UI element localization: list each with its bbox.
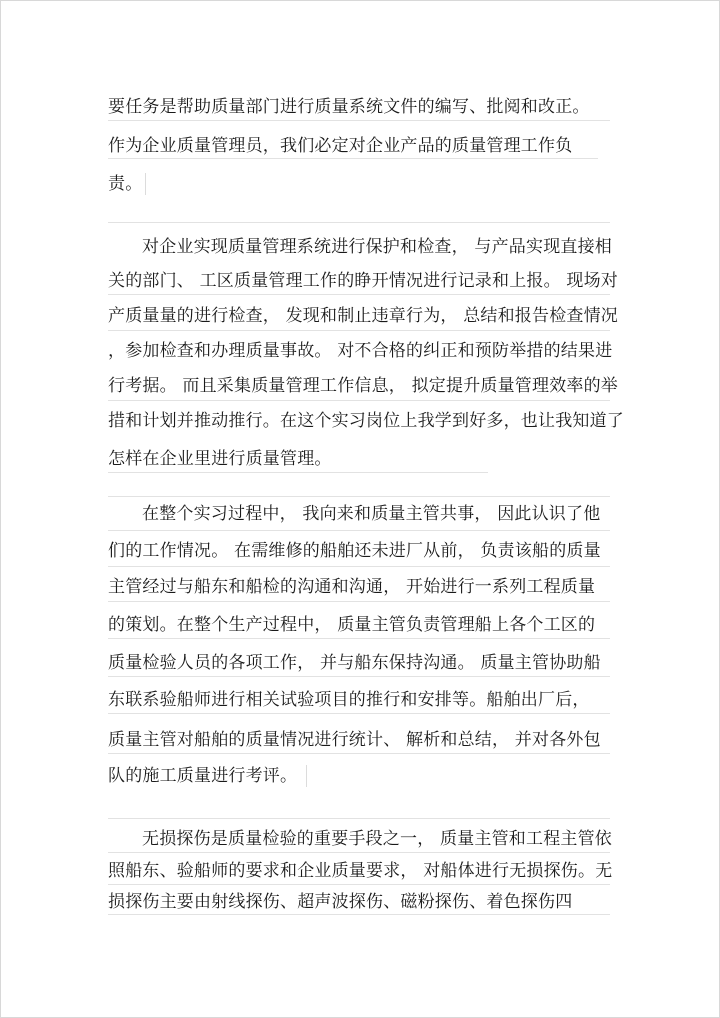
- paragraph-2-line-6: 措和计划并推动推行。在这个实习岗位上我学到好多，也让我知道了: [108, 411, 624, 431]
- line-rule: [108, 496, 610, 497]
- line-tick: [145, 173, 146, 195]
- paragraph-3-line-6: 东联系验船师进行相关试验项目的推行和安排等。船舶出厂后，: [108, 690, 590, 710]
- line-rule: [108, 818, 610, 819]
- paragraph-1-line-2: 作为企业质量管理员，我们必定对企业产品的质量管理工作负: [108, 136, 573, 156]
- line-rule: [108, 753, 610, 754]
- line-rule: [108, 120, 610, 121]
- paragraph-2-line-1: 对企业实现质量管理系统进行保护和检查， 与产品实现直接相: [142, 237, 613, 257]
- line-rule: [108, 472, 488, 473]
- line-rule: [108, 330, 610, 331]
- paragraph-1-line-3: 责。: [108, 174, 143, 194]
- line-rule: [108, 914, 610, 915]
- paragraph-1-line-1: 要任务是帮助质量部门进行质量系统文件的编写、批阅和改正。: [108, 97, 590, 117]
- line-rule: [108, 566, 610, 567]
- line-rule: [108, 884, 610, 885]
- paragraph-4-line-3: 损探伤主要由射线探伤、超声波探伤、磁粉探伤、着色探伤四: [108, 892, 573, 912]
- paragraph-3-line-2: 们的工作情况。 在需维修的船舶还未进厂从前， 负责该船的质量: [108, 541, 601, 561]
- line-rule: [108, 601, 610, 602]
- paragraph-2-line-2: 关的部门、 工区质量管理工作的睁开情况进行记录和上报。 现场对: [108, 271, 619, 291]
- line-rule: [108, 676, 610, 677]
- paragraph-4-line-1: 无损探伤是质量检验的重要手段之一， 质量主管和工程主管依: [142, 829, 613, 849]
- paragraph-2-line-4: ，参加检查和办理质量事故。 对不合格的纠正和预防举措的结果进: [108, 341, 613, 361]
- paragraph-3-line-7: 质量主管对船舶的质量情况进行统计、 解析和总结， 并对各外包: [108, 730, 601, 750]
- line-rule: [108, 222, 610, 223]
- paragraph-4-line-2: 照船东、验船师的要求和企业质量要求， 对船体进行无损探伤。无: [108, 861, 613, 881]
- line-rule: [108, 530, 610, 531]
- paragraph-3-line-4: 的策划。在整个生产过程中， 质量主管负责管理船上各个工区的: [108, 615, 596, 635]
- paragraph-3-line-8: 队的施工质量进行考评。: [108, 766, 298, 786]
- line-tick: [306, 765, 307, 787]
- line-rule: [108, 158, 598, 159]
- line-rule: [108, 638, 610, 639]
- line-rule: [108, 852, 610, 853]
- paragraph-3-line-1: 在整个实习过程中， 我向来和质量主管共事， 因此认识了他: [142, 504, 601, 524]
- line-rule: [108, 713, 610, 714]
- paragraph-3-line-3: 主管经过与船东和船检的沟通和沟通， 开始进行一系列工程质量: [108, 577, 596, 597]
- paragraph-2-line-5: 行考据。 而且采集质量管理工作信息， 拟定提升质量管理效率的举: [108, 376, 619, 396]
- paragraph-3-line-5: 质量检验人员的各项工作， 并与船东保持沟通。 质量主管协助船: [108, 653, 601, 673]
- paragraph-2-line-3: 产质量量的进行检查， 发现和制止违章行为， 总结和报告检查情况: [108, 306, 619, 326]
- line-rule: [108, 294, 610, 295]
- line-rule: [108, 400, 610, 401]
- paragraph-2-line-7: 怎样在企业里进行质量管理。: [108, 449, 332, 469]
